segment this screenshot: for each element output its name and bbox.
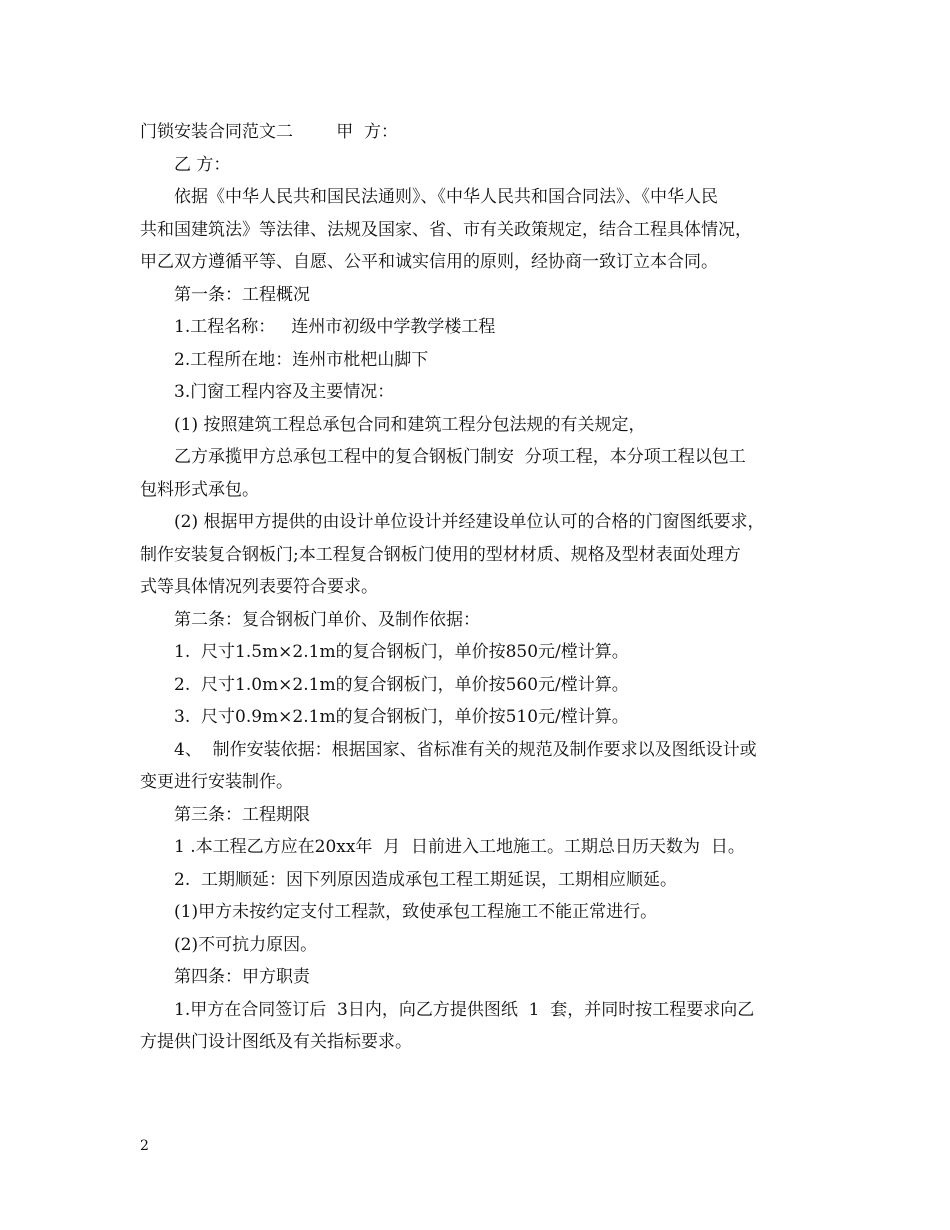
text-line: 1 .本工程乙方应在20xx年 月 日前进入工地施工。工期总日历天数为 日。 — [174, 837, 745, 857]
text-line: 变更进行安装制作。 — [140, 772, 293, 792]
text-line: 第一条：工程概况 — [174, 284, 310, 305]
text-line: 1.甲方在合同签订后 3日内，向乙方提供图纸 1 套，并同时按工程要求向乙 — [174, 999, 755, 1020]
text-line: 1. 尺寸1.5m×2.1m的复合钢板门，单价按850元/樘计算。 — [174, 642, 629, 662]
text-line: 甲乙双方遵循平等、自愿、公平和诚实信用的原则，经协商一致订立本合同。 — [140, 252, 718, 272]
text-line: 第三条：工程期限 — [174, 804, 310, 825]
text-line: 1.工程名称： 连州市初级中学教学楼工程 — [174, 317, 496, 337]
text-line: 2.工程所在地：连州市枇杷山脚下 — [174, 349, 429, 370]
text-line: 方提供门设计图纸及有关指标要求。 — [140, 1032, 412, 1052]
text-line: 乙 方： — [174, 154, 231, 175]
text-line: 依据《中华人民共和国民法通则》、《中华人民共和国合同法》、《中华人民 — [174, 187, 718, 207]
page-number: 2 — [140, 1138, 149, 1154]
text-line: (1)甲方未按约定支付工程款，致使承包工程施工不能正常进行。 — [174, 902, 658, 922]
text-line: (2) 根据甲方提供的由设计单位设计并经建设单位认可的合格的门窗图纸要求， — [174, 512, 765, 532]
text-line: 第四条：甲方职责 — [174, 967, 310, 987]
text-line: 制作安装复合钢板门;本工程复合钢板门使用的型材材质、规格及型材表面处理方 — [140, 544, 741, 565]
text-line: 3. 尺寸0.9m×2.1m的复合钢板门，单价按510元/樘计算。 — [174, 707, 629, 727]
text-line: (1) 按照建筑工程总承包合同和建筑工程分包法规的有关规定， — [174, 414, 646, 435]
text-line: 门锁安装合同范文二 甲 方： — [140, 122, 399, 142]
text-line: 包料形式承包。 — [140, 479, 259, 500]
text-line: 3.门窗工程内容及主要情况： — [174, 382, 395, 402]
text-line: 乙方承揽甲方总承包工程中的复合钢板门制安 分项工程，本分项工程以包工 — [174, 447, 746, 467]
text-line: (2)不可抗力原因。 — [174, 934, 318, 955]
text-line: 2. 工期顺延：因下列原因造成承包工程工期延误，工期相应顺延。 — [174, 869, 678, 890]
text-line: 4、 制作安装依据：根据国家、省标准有关的规范及制作要求以及图纸设计或 — [174, 739, 757, 760]
document-body — [140, 116, 820, 1059]
text-line: 共和国建筑法》等法律、法规及国家、省、市有关政策规定，结合工程具体情况， — [140, 219, 752, 240]
text-line: 2. 尺寸1.0m×2.1m的复合钢板门，单价按560元/樘计算。 — [174, 674, 629, 695]
text-line: 式等具体情况列表要符合要求。 — [140, 577, 378, 597]
text-line: 第二条：复合钢板门单价、及制作依据： — [174, 609, 480, 630]
